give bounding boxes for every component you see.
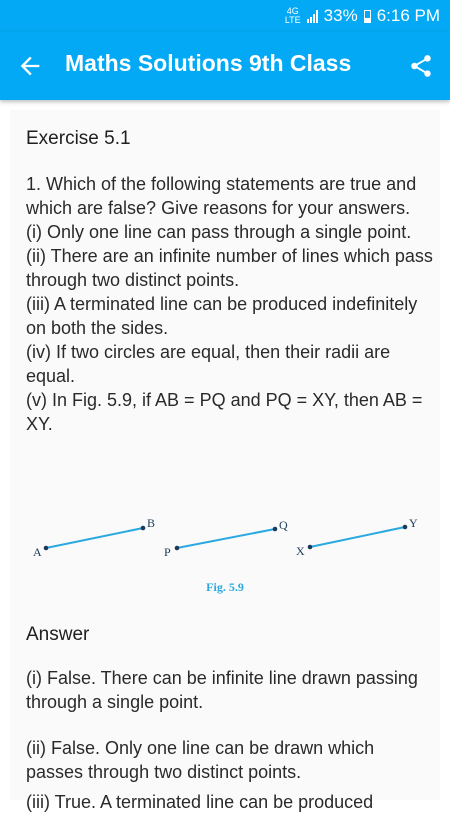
label-y: Y — [409, 516, 418, 530]
question-statement: 1. Which of the following statements are true and which are false? Give reasons for your answers. — [26, 174, 417, 218]
question-part-v: (v) In Fig. 5.9, if AB = PQ and PQ = XY, then AB = XY. — [26, 390, 423, 434]
question-text — [26, 172, 434, 436]
status-icons — [285, 6, 440, 26]
question-part-ii: (ii) There are an infinite number of lines which pass through two distinct points. — [26, 246, 433, 290]
battery-percent: 33% — [323, 6, 358, 25]
question-part-i: (i) Only one line can pass through a single point. — [26, 222, 412, 242]
label-x: X — [296, 544, 305, 558]
point-x — [308, 545, 313, 550]
content-area[interactable] — [0, 100, 450, 812]
status-bar — [0, 0, 450, 32]
signal-icon — [307, 10, 318, 23]
share-icon[interactable] — [408, 52, 434, 80]
label-a: A — [33, 545, 42, 559]
point-p — [175, 546, 180, 551]
arrow-left-icon[interactable] — [16, 52, 44, 80]
point-b — [141, 526, 146, 531]
answer-heading: Answer — [26, 624, 90, 645]
page-title: Maths Solutions 9th Class — [65, 50, 352, 76]
line-pq — [177, 529, 275, 548]
point-q — [273, 527, 278, 532]
label-p: P — [164, 545, 171, 559]
app-bar — [0, 32, 450, 100]
question-part-iii: (iii) A terminated line can be produced indefinitely on both the sides. — [26, 294, 418, 338]
point-a — [44, 546, 49, 551]
question-part-iv: (iv) If two circles are equal, then their radii are equal. — [26, 342, 391, 386]
answer-iii: (iii) True. A terminated line can be produced — [26, 792, 374, 812]
clock: 6:16 PM — [376, 6, 440, 25]
label-q: Q — [279, 518, 288, 532]
solution-card — [10, 110, 440, 812]
figure-caption: Fig. 5.9 — [206, 580, 244, 594]
answer-ii: (ii) False. Only one line can be drawn which passes through two distinct points. — [26, 738, 375, 782]
network-type-icon: 4G LTE — [284, 6, 301, 25]
battery-icon — [364, 10, 371, 23]
label-b: B — [147, 516, 156, 530]
figure-5-9 — [25, 502, 425, 602]
point-y — [403, 525, 408, 530]
line-ab — [46, 528, 143, 548]
answer-i: (i) False. There can be infinite line drawn passing through a single point. — [26, 668, 418, 712]
line-xy — [310, 527, 405, 547]
exercise-title: Exercise 5.1 — [26, 128, 131, 149]
